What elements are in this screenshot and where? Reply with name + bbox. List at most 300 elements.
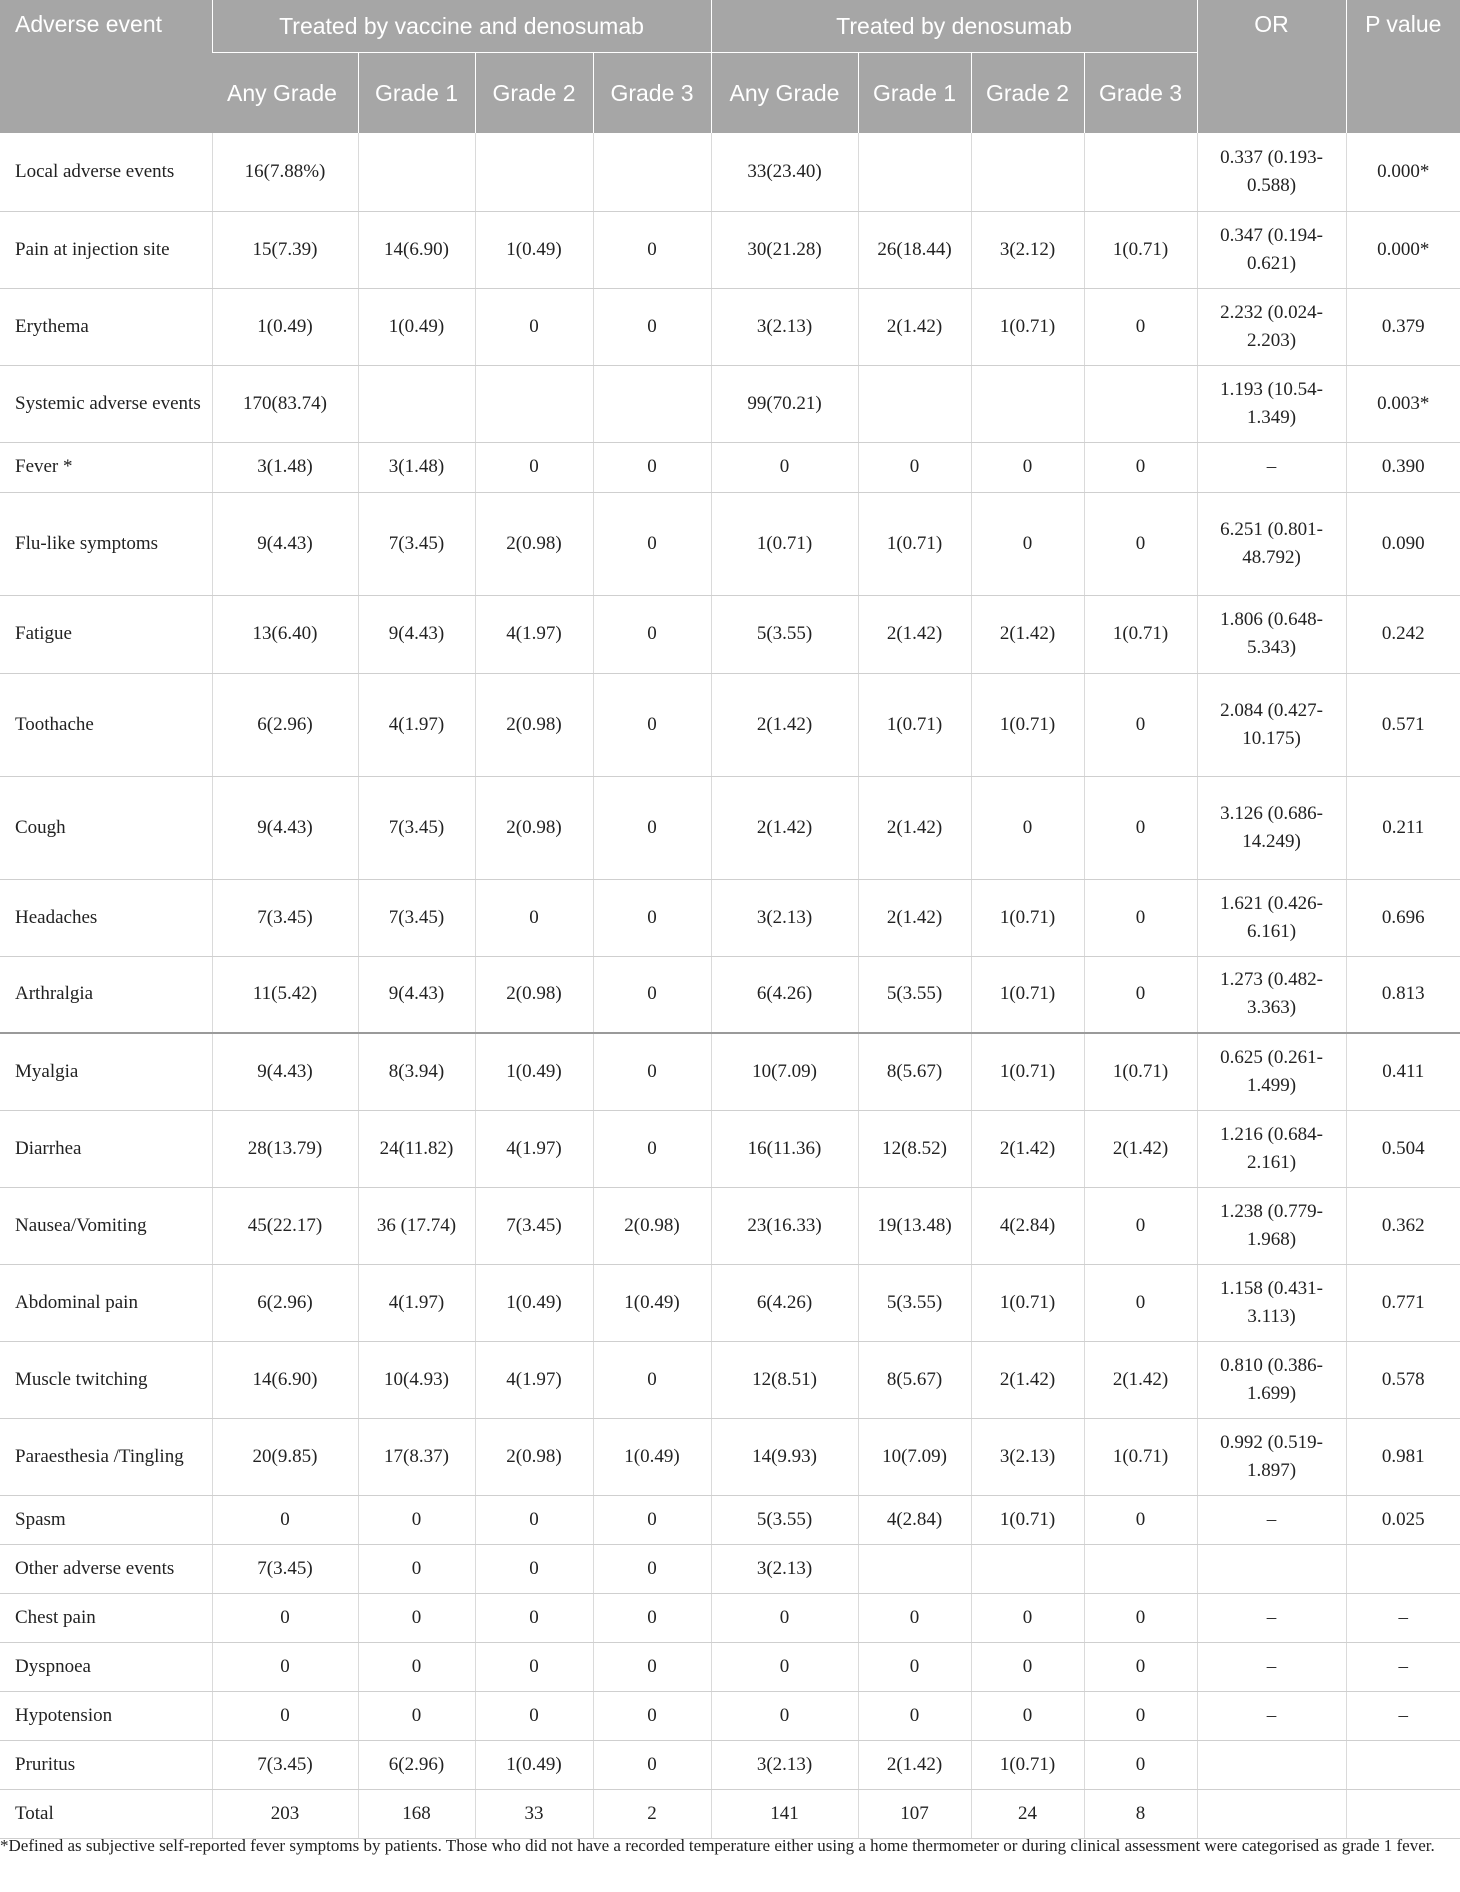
cell-b-grade-1: 19(13.48) <box>858 1187 971 1264</box>
cell-event-name: Flu-like symptoms <box>0 492 212 595</box>
cell-a-grade-3: 0 <box>593 1593 711 1642</box>
table-row <box>0 1642 1460 1691</box>
cell-a-grade-2: 33 <box>475 1789 593 1838</box>
cell-b-grade-3: 2(1.42) <box>1084 1341 1197 1418</box>
header-a-grade-3: Grade 3 <box>593 53 711 134</box>
cell-a-grade-2: 1(0.49) <box>475 1033 593 1110</box>
cell-a-grade-2: 2(0.98) <box>475 1418 593 1495</box>
table-row <box>0 365 1460 442</box>
cell-b-grade-2: 1(0.71) <box>971 673 1084 776</box>
cell-p-value: 0.000* <box>1346 133 1460 211</box>
cell-a-any-grade: 7(3.45) <box>212 1740 358 1789</box>
cell-a-any-grade: 6(2.96) <box>212 673 358 776</box>
cell-a-grade-1 <box>358 133 475 211</box>
cell-a-grade-3: 2(0.98) <box>593 1187 711 1264</box>
cell-b-grade-3: 2(1.42) <box>1084 1110 1197 1187</box>
table-header <box>0 0 1460 133</box>
cell-a-grade-3: 1(0.49) <box>593 1264 711 1341</box>
cell-event-name: Erythema <box>0 288 212 365</box>
cell-b-any-grade: 10(7.09) <box>711 1033 858 1110</box>
cell-p-value: – <box>1346 1642 1460 1691</box>
table-row <box>0 288 1460 365</box>
cell-b-any-grade: 0 <box>711 1642 858 1691</box>
cell-b-grade-1: 2(1.42) <box>858 879 971 956</box>
cell-a-grade-1: 36 (17.74) <box>358 1187 475 1264</box>
cell-b-any-grade: 14(9.93) <box>711 1418 858 1495</box>
cell-a-grade-3: 0 <box>593 776 711 879</box>
cell-a-any-grade: 14(6.90) <box>212 1341 358 1418</box>
cell-odds-ratio <box>1197 1544 1346 1593</box>
cell-b-grade-3 <box>1084 365 1197 442</box>
cell-b-grade-1: 10(7.09) <box>858 1418 971 1495</box>
cell-b-grade-1: 26(18.44) <box>858 211 971 288</box>
cell-p-value: 0.362 <box>1346 1187 1460 1264</box>
cell-a-grade-3: 0 <box>593 956 711 1033</box>
cell-a-grade-2: 2(0.98) <box>475 492 593 595</box>
header-adverse-event: Adverse event <box>0 0 212 133</box>
cell-event-name: Dyspnoea <box>0 1642 212 1691</box>
table-row <box>0 133 1460 211</box>
cell-odds-ratio: 2.232 (0.024-2.203) <box>1197 288 1346 365</box>
cell-a-grade-1: 0 <box>358 1544 475 1593</box>
table-row <box>0 1691 1460 1740</box>
cell-b-grade-1: 0 <box>858 1593 971 1642</box>
cell-b-any-grade: 3(2.13) <box>711 288 858 365</box>
cell-b-grade-2: 1(0.71) <box>971 1495 1084 1544</box>
cell-b-grade-3: 0 <box>1084 1691 1197 1740</box>
cell-a-grade-1: 168 <box>358 1789 475 1838</box>
cell-a-grade-1: 7(3.45) <box>358 776 475 879</box>
cell-b-grade-3: 0 <box>1084 673 1197 776</box>
cell-a-grade-3: 0 <box>593 1341 711 1418</box>
cell-b-any-grade: 0 <box>711 1593 858 1642</box>
cell-a-grade-1: 4(1.97) <box>358 1264 475 1341</box>
cell-a-grade-3: 0 <box>593 1495 711 1544</box>
cell-a-any-grade: 6(2.96) <box>212 1264 358 1341</box>
cell-b-grade-2: 0 <box>971 492 1084 595</box>
cell-a-any-grade: 3(1.48) <box>212 442 358 492</box>
header-b-grade-2: Grade 2 <box>971 53 1084 134</box>
cell-p-value <box>1346 1789 1460 1838</box>
cell-a-grade-2: 4(1.97) <box>475 1341 593 1418</box>
cell-b-grade-3: 0 <box>1084 1642 1197 1691</box>
table-row <box>0 211 1460 288</box>
table-row <box>0 1033 1460 1110</box>
cell-b-grade-2: 24 <box>971 1789 1084 1838</box>
cell-a-grade-1: 0 <box>358 1593 475 1642</box>
cell-event-name: Abdominal pain <box>0 1264 212 1341</box>
cell-b-grade-2: 0 <box>971 776 1084 879</box>
cell-odds-ratio: – <box>1197 1691 1346 1740</box>
cell-a-grade-2: 0 <box>475 879 593 956</box>
cell-b-grade-1: 5(3.55) <box>858 956 971 1033</box>
cell-a-grade-2: 1(0.49) <box>475 1740 593 1789</box>
cell-b-any-grade: 2(1.42) <box>711 776 858 879</box>
header-a-any-grade: Any Grade <box>212 53 358 134</box>
cell-odds-ratio: 0.992 (0.519-1.897) <box>1197 1418 1346 1495</box>
cell-b-grade-3: 1(0.71) <box>1084 595 1197 673</box>
cell-a-grade-1: 17(8.37) <box>358 1418 475 1495</box>
cell-a-grade-2: 7(3.45) <box>475 1187 593 1264</box>
cell-b-any-grade: 5(3.55) <box>711 1495 858 1544</box>
cell-b-grade-3 <box>1084 133 1197 211</box>
cell-b-any-grade: 0 <box>711 1691 858 1740</box>
cell-b-grade-1: 2(1.42) <box>858 1740 971 1789</box>
cell-b-grade-3: 0 <box>1084 956 1197 1033</box>
table-row <box>0 956 1460 1033</box>
cell-b-grade-1: 12(8.52) <box>858 1110 971 1187</box>
cell-a-grade-2: 0 <box>475 1691 593 1740</box>
cell-event-name: Arthralgia <box>0 956 212 1033</box>
cell-b-grade-2: 2(1.42) <box>971 1110 1084 1187</box>
cell-a-grade-3: 0 <box>593 1110 711 1187</box>
cell-b-grade-1: 1(0.71) <box>858 673 971 776</box>
cell-a-any-grade: 1(0.49) <box>212 288 358 365</box>
cell-odds-ratio: 1.158 (0.431-3.113) <box>1197 1264 1346 1341</box>
cell-b-grade-3: 8 <box>1084 1789 1197 1838</box>
table-row <box>0 673 1460 776</box>
cell-event-name: Diarrhea <box>0 1110 212 1187</box>
table-row <box>0 1418 1460 1495</box>
header-a-grade-1: Grade 1 <box>358 53 475 134</box>
table-row <box>0 1495 1460 1544</box>
cell-a-grade-2 <box>475 365 593 442</box>
cell-event-name: Toothache <box>0 673 212 776</box>
cell-b-grade-2: 0 <box>971 1691 1084 1740</box>
cell-b-grade-2: 0 <box>971 442 1084 492</box>
cell-a-any-grade: 0 <box>212 1691 358 1740</box>
cell-p-value: – <box>1346 1593 1460 1642</box>
cell-b-grade-2: 0 <box>971 1593 1084 1642</box>
cell-event-name: Myalgia <box>0 1033 212 1110</box>
cell-b-any-grade: 2(1.42) <box>711 673 858 776</box>
cell-b-grade-3: 0 <box>1084 879 1197 956</box>
table-row <box>0 1264 1460 1341</box>
cell-b-grade-1: 2(1.42) <box>858 595 971 673</box>
cell-p-value: 0.504 <box>1346 1110 1460 1187</box>
cell-p-value <box>1346 1544 1460 1593</box>
cell-event-name: Chest pain <box>0 1593 212 1642</box>
cell-b-grade-3 <box>1084 1544 1197 1593</box>
cell-b-grade-1: 8(5.67) <box>858 1033 971 1110</box>
cell-b-grade-3: 0 <box>1084 492 1197 595</box>
cell-a-grade-3 <box>593 365 711 442</box>
cell-event-name: Fever * <box>0 442 212 492</box>
cell-odds-ratio: 1.273 (0.482-3.363) <box>1197 956 1346 1033</box>
cell-p-value: 0.211 <box>1346 776 1460 879</box>
cell-p-value: 0.379 <box>1346 288 1460 365</box>
cell-b-any-grade: 1(0.71) <box>711 492 858 595</box>
cell-a-grade-3: 0 <box>593 673 711 776</box>
cell-odds-ratio <box>1197 1740 1346 1789</box>
cell-event-name: Cough <box>0 776 212 879</box>
cell-p-value: 0.025 <box>1346 1495 1460 1544</box>
header-group-denosumab: Treated by denosumab <box>711 0 1197 53</box>
cell-odds-ratio: – <box>1197 1593 1346 1642</box>
cell-b-grade-1: 8(5.67) <box>858 1341 971 1418</box>
cell-b-grade-3: 1(0.71) <box>1084 211 1197 288</box>
cell-b-grade-1 <box>858 1544 971 1593</box>
cell-b-grade-2: 2(1.42) <box>971 1341 1084 1418</box>
cell-odds-ratio: – <box>1197 1642 1346 1691</box>
cell-a-any-grade: 13(6.40) <box>212 595 358 673</box>
cell-a-grade-1: 8(3.94) <box>358 1033 475 1110</box>
cell-b-grade-1 <box>858 365 971 442</box>
cell-a-grade-3: 0 <box>593 1740 711 1789</box>
cell-b-grade-1 <box>858 133 971 211</box>
cell-b-grade-2 <box>971 133 1084 211</box>
cell-a-grade-1: 7(3.45) <box>358 879 475 956</box>
cell-b-grade-2: 0 <box>971 1642 1084 1691</box>
header-or: OR <box>1197 0 1346 133</box>
cell-b-grade-1: 2(1.42) <box>858 288 971 365</box>
cell-event-name: Hypotension <box>0 1691 212 1740</box>
cell-b-grade-1: 0 <box>858 442 971 492</box>
cell-odds-ratio: 0.337 (0.193-0.588) <box>1197 133 1346 211</box>
cell-p-value: – <box>1346 1691 1460 1740</box>
cell-odds-ratio: – <box>1197 1495 1346 1544</box>
table-row <box>0 776 1460 879</box>
cell-b-grade-2: 4(2.84) <box>971 1187 1084 1264</box>
cell-a-grade-1: 4(1.97) <box>358 673 475 776</box>
cell-b-any-grade: 16(11.36) <box>711 1110 858 1187</box>
cell-a-grade-1: 9(4.43) <box>358 956 475 1033</box>
cell-b-grade-1: 5(3.55) <box>858 1264 971 1341</box>
table-row <box>0 1544 1460 1593</box>
cell-a-grade-2: 2(0.98) <box>475 776 593 879</box>
cell-p-value: 0.571 <box>1346 673 1460 776</box>
cell-b-grade-2: 3(2.13) <box>971 1418 1084 1495</box>
table-row <box>0 1187 1460 1264</box>
cell-b-grade-2: 1(0.71) <box>971 1033 1084 1110</box>
cell-b-any-grade: 12(8.51) <box>711 1341 858 1418</box>
cell-a-any-grade: 9(4.43) <box>212 492 358 595</box>
cell-odds-ratio: 3.126 (0.686-14.249) <box>1197 776 1346 879</box>
header-b-any-grade: Any Grade <box>711 53 858 134</box>
cell-event-name: Pain at injection site <box>0 211 212 288</box>
cell-event-name: Other adverse events <box>0 1544 212 1593</box>
cell-a-grade-2: 4(1.97) <box>475 595 593 673</box>
cell-b-any-grade: 141 <box>711 1789 858 1838</box>
cell-b-grade-2: 2(1.42) <box>971 595 1084 673</box>
cell-b-any-grade: 33(23.40) <box>711 133 858 211</box>
header-b-grade-1: Grade 1 <box>858 53 971 134</box>
cell-b-grade-3: 0 <box>1084 1495 1197 1544</box>
cell-a-any-grade: 15(7.39) <box>212 211 358 288</box>
cell-a-grade-3: 0 <box>593 442 711 492</box>
cell-b-grade-1: 107 <box>858 1789 971 1838</box>
cell-a-grade-2: 0 <box>475 288 593 365</box>
cell-b-grade-2: 3(2.12) <box>971 211 1084 288</box>
cell-event-name: Spasm <box>0 1495 212 1544</box>
cell-b-grade-2 <box>971 1544 1084 1593</box>
table-row <box>0 1110 1460 1187</box>
header-b-grade-3: Grade 3 <box>1084 53 1197 134</box>
cell-b-any-grade: 5(3.55) <box>711 595 858 673</box>
header-p-value: P value <box>1346 0 1460 133</box>
cell-a-grade-3: 0 <box>593 288 711 365</box>
cell-a-any-grade: 28(13.79) <box>212 1110 358 1187</box>
table-row <box>0 492 1460 595</box>
cell-p-value: 0.411 <box>1346 1033 1460 1110</box>
cell-p-value: 0.981 <box>1346 1418 1460 1495</box>
cell-b-grade-3: 1(0.71) <box>1084 1033 1197 1110</box>
cell-odds-ratio: 2.084 (0.427-10.175) <box>1197 673 1346 776</box>
cell-a-grade-3: 0 <box>593 492 711 595</box>
cell-odds-ratio: 6.251 (0.801-48.792) <box>1197 492 1346 595</box>
cell-a-grade-1 <box>358 365 475 442</box>
cell-event-name: Paraesthesia /Tingling <box>0 1418 212 1495</box>
cell-a-grade-3: 0 <box>593 595 711 673</box>
cell-event-name: Muscle twitching <box>0 1341 212 1418</box>
cell-a-any-grade: 11(5.42) <box>212 956 358 1033</box>
cell-odds-ratio: 1.238 (0.779-1.968) <box>1197 1187 1346 1264</box>
cell-p-value: 0.578 <box>1346 1341 1460 1418</box>
header-group-vaccine-denosumab: Treated by vaccine and denosumab <box>212 0 711 53</box>
cell-b-grade-3: 0 <box>1084 442 1197 492</box>
cell-b-grade-3: 0 <box>1084 1264 1197 1341</box>
cell-b-any-grade: 6(4.26) <box>711 956 858 1033</box>
cell-a-grade-2: 0 <box>475 442 593 492</box>
cell-a-grade-3 <box>593 133 711 211</box>
cell-b-grade-3: 0 <box>1084 288 1197 365</box>
cell-a-grade-1: 6(2.96) <box>358 1740 475 1789</box>
table-row <box>0 595 1460 673</box>
cell-p-value: 0.003* <box>1346 365 1460 442</box>
cell-a-grade-3: 0 <box>593 1544 711 1593</box>
cell-event-name: Systemic adverse events <box>0 365 212 442</box>
cell-a-grade-1: 3(1.48) <box>358 442 475 492</box>
cell-a-grade-3: 0 <box>593 1642 711 1691</box>
cell-b-any-grade: 99(70.21) <box>711 365 858 442</box>
cell-a-grade-2: 0 <box>475 1495 593 1544</box>
cell-a-grade-1: 0 <box>358 1691 475 1740</box>
cell-a-grade-1: 1(0.49) <box>358 288 475 365</box>
cell-odds-ratio: 0.347 (0.194-0.621) <box>1197 211 1346 288</box>
cell-a-grade-2: 2(0.98) <box>475 673 593 776</box>
header-a-grade-2: Grade 2 <box>475 53 593 134</box>
cell-b-grade-3: 0 <box>1084 1187 1197 1264</box>
cell-b-grade-1: 0 <box>858 1691 971 1740</box>
cell-a-any-grade: 45(22.17) <box>212 1187 358 1264</box>
cell-a-grade-3: 0 <box>593 1033 711 1110</box>
cell-b-any-grade: 3(2.13) <box>711 1544 858 1593</box>
cell-a-grade-3: 0 <box>593 879 711 956</box>
cell-a-grade-3: 1(0.49) <box>593 1418 711 1495</box>
cell-odds-ratio: 1.621 (0.426-6.161) <box>1197 879 1346 956</box>
cell-a-any-grade: 9(4.43) <box>212 1033 358 1110</box>
cell-p-value <box>1346 1740 1460 1789</box>
cell-a-grade-1: 24(11.82) <box>358 1110 475 1187</box>
cell-b-grade-1: 4(2.84) <box>858 1495 971 1544</box>
cell-p-value: 0.000* <box>1346 211 1460 288</box>
cell-b-grade-2: 1(0.71) <box>971 956 1084 1033</box>
cell-b-any-grade: 30(21.28) <box>711 211 858 288</box>
cell-odds-ratio: – <box>1197 442 1346 492</box>
table-row <box>0 1593 1460 1642</box>
cell-a-any-grade: 16(7.88%) <box>212 133 358 211</box>
cell-p-value: 0.390 <box>1346 442 1460 492</box>
cell-b-grade-3: 0 <box>1084 1740 1197 1789</box>
cell-event-name: Fatigue <box>0 595 212 673</box>
table-row <box>0 442 1460 492</box>
cell-odds-ratio: 0.810 (0.386-1.699) <box>1197 1341 1346 1418</box>
table-row <box>0 1740 1460 1789</box>
cell-a-grade-2: 1(0.49) <box>475 211 593 288</box>
cell-a-any-grade: 9(4.43) <box>212 776 358 879</box>
cell-a-grade-2: 1(0.49) <box>475 1264 593 1341</box>
cell-a-grade-1: 0 <box>358 1642 475 1691</box>
cell-b-grade-2: 1(0.71) <box>971 1264 1084 1341</box>
cell-a-grade-2: 0 <box>475 1544 593 1593</box>
cell-a-grade-1: 14(6.90) <box>358 211 475 288</box>
cell-b-grade-1: 2(1.42) <box>858 776 971 879</box>
cell-odds-ratio <box>1197 1789 1346 1838</box>
cell-a-any-grade: 7(3.45) <box>212 1544 358 1593</box>
cell-a-any-grade: 20(9.85) <box>212 1418 358 1495</box>
cell-a-grade-1: 7(3.45) <box>358 492 475 595</box>
cell-p-value: 0.696 <box>1346 879 1460 956</box>
cell-b-grade-3: 0 <box>1084 1593 1197 1642</box>
cell-b-any-grade: 3(2.13) <box>711 1740 858 1789</box>
cell-a-any-grade: 170(83.74) <box>212 365 358 442</box>
cell-b-grade-1: 1(0.71) <box>858 492 971 595</box>
cell-odds-ratio: 1.216 (0.684-2.161) <box>1197 1110 1346 1187</box>
cell-a-any-grade: 7(3.45) <box>212 879 358 956</box>
table-row <box>0 1341 1460 1418</box>
cell-a-grade-2 <box>475 133 593 211</box>
cell-a-grade-1: 0 <box>358 1495 475 1544</box>
cell-a-grade-1: 9(4.43) <box>358 595 475 673</box>
cell-a-grade-1: 10(4.93) <box>358 1341 475 1418</box>
cell-a-grade-2: 0 <box>475 1642 593 1691</box>
cell-a-any-grade: 203 <box>212 1789 358 1838</box>
table-row <box>0 1789 1460 1838</box>
cell-event-name: Headaches <box>0 879 212 956</box>
cell-odds-ratio: 1.193 (10.54-1.349) <box>1197 365 1346 442</box>
cell-odds-ratio: 1.806 (0.648-5.343) <box>1197 595 1346 673</box>
cell-b-any-grade: 6(4.26) <box>711 1264 858 1341</box>
cell-a-any-grade: 0 <box>212 1593 358 1642</box>
cell-p-value: 0.771 <box>1346 1264 1460 1341</box>
cell-b-grade-3: 0 <box>1084 776 1197 879</box>
cell-a-any-grade: 0 <box>212 1642 358 1691</box>
cell-event-name: Local adverse events <box>0 133 212 211</box>
table-row <box>0 879 1460 956</box>
cell-a-grade-2: 4(1.97) <box>475 1110 593 1187</box>
cell-p-value: 0.242 <box>1346 595 1460 673</box>
cell-b-any-grade: 23(16.33) <box>711 1187 858 1264</box>
cell-event-name: Pruritus <box>0 1740 212 1789</box>
cell-b-grade-2: 1(0.71) <box>971 879 1084 956</box>
cell-b-grade-2: 1(0.71) <box>971 288 1084 365</box>
cell-p-value: 0.090 <box>1346 492 1460 595</box>
cell-b-any-grade: 0 <box>711 442 858 492</box>
cell-event-name: Total <box>0 1789 212 1838</box>
cell-p-value: 0.813 <box>1346 956 1460 1033</box>
cell-event-name: Nausea/Vomiting <box>0 1187 212 1264</box>
cell-a-grade-3: 0 <box>593 1691 711 1740</box>
cell-b-grade-3: 1(0.71) <box>1084 1418 1197 1495</box>
table-footnote: *Defined as subjective self-reported fever symptoms by patients. Those who did not have a recorded temperature either using a home thermometer or during clinical assessment were categorised as grade 1 fever. <box>0 1836 1435 1855</box>
cell-odds-ratio: 0.625 (0.261-1.499) <box>1197 1033 1346 1110</box>
cell-a-any-grade: 0 <box>212 1495 358 1544</box>
table-body <box>0 133 1460 1838</box>
cell-a-grade-2: 0 <box>475 1593 593 1642</box>
cell-a-grade-3: 2 <box>593 1789 711 1838</box>
cell-b-grade-2: 1(0.71) <box>971 1740 1084 1789</box>
cell-b-any-grade: 3(2.13) <box>711 879 858 956</box>
